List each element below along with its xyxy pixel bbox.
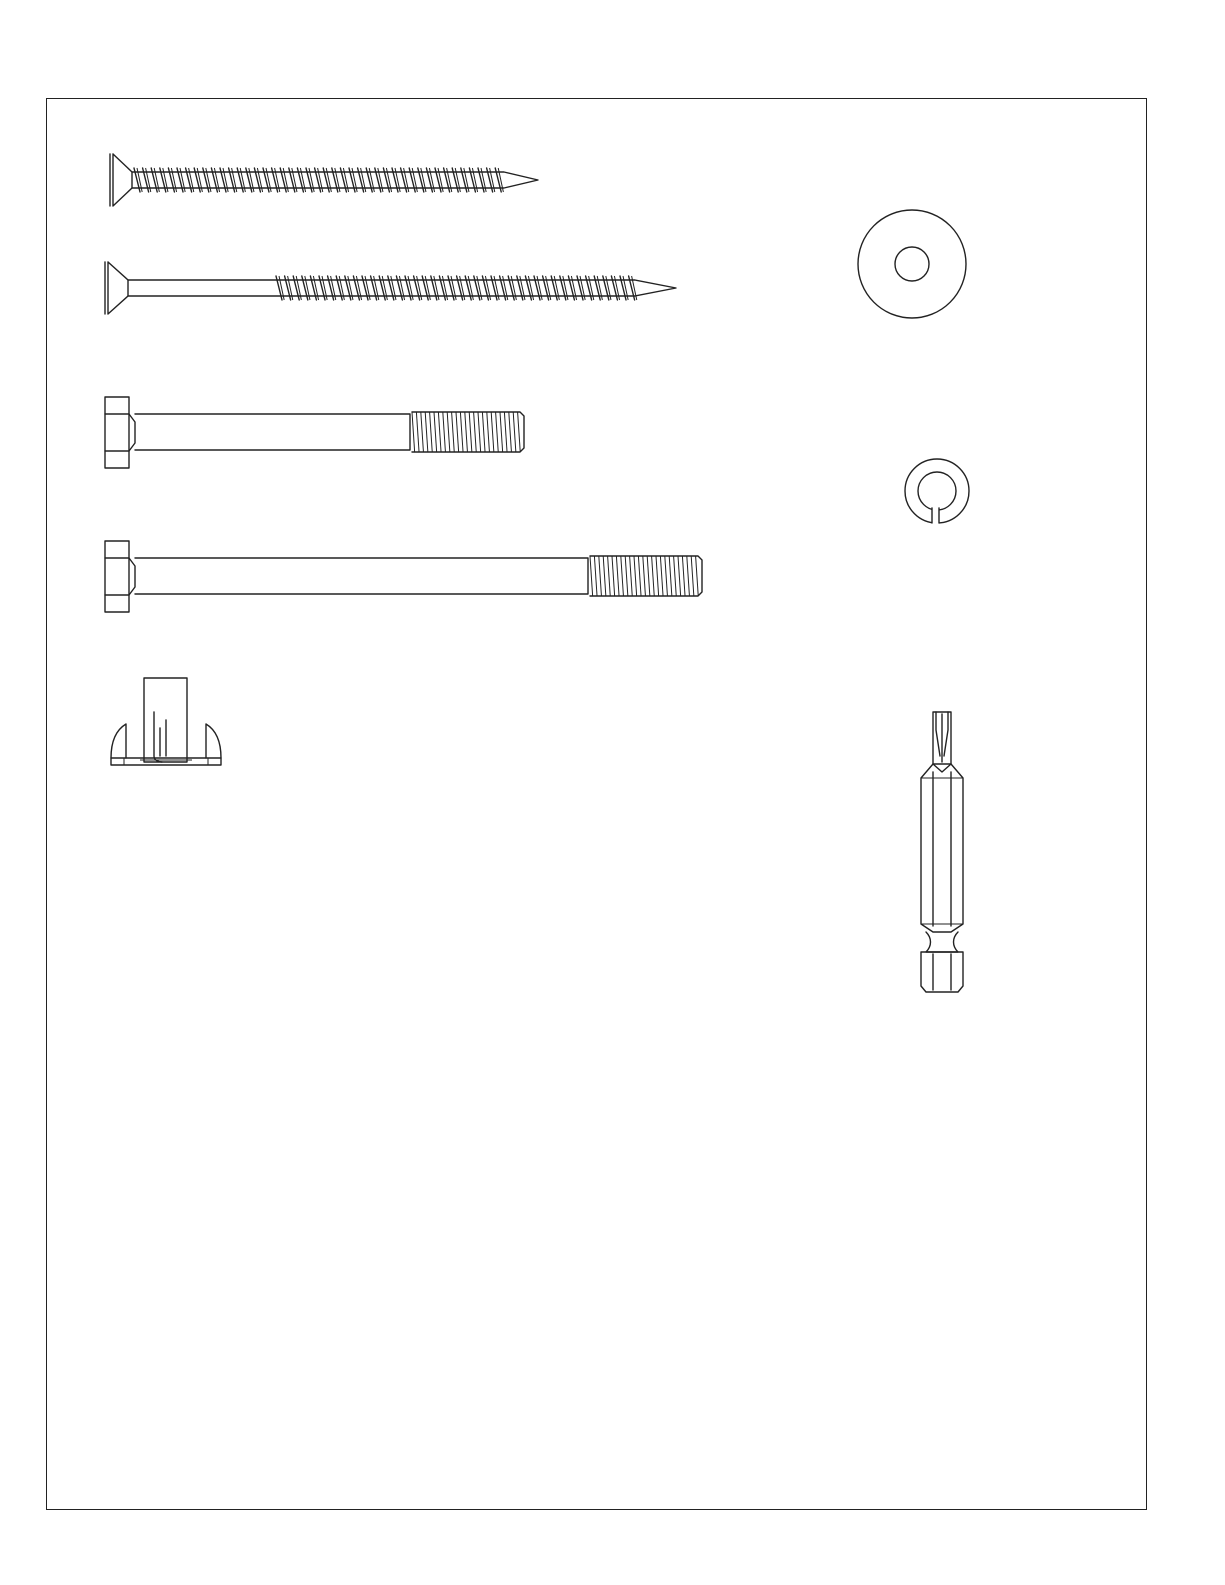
countersunk-screw-partial-thread-icon (100, 258, 685, 318)
split-lock-washer-icon (900, 456, 974, 530)
hex-bolt-icon (100, 538, 710, 616)
countersunk-screw-icon (104, 150, 544, 210)
driver-bit-icon (912, 706, 972, 996)
t-nut-icon (104, 672, 234, 772)
hex-bolt-icon (100, 394, 530, 472)
flat-washer-icon (852, 208, 972, 322)
